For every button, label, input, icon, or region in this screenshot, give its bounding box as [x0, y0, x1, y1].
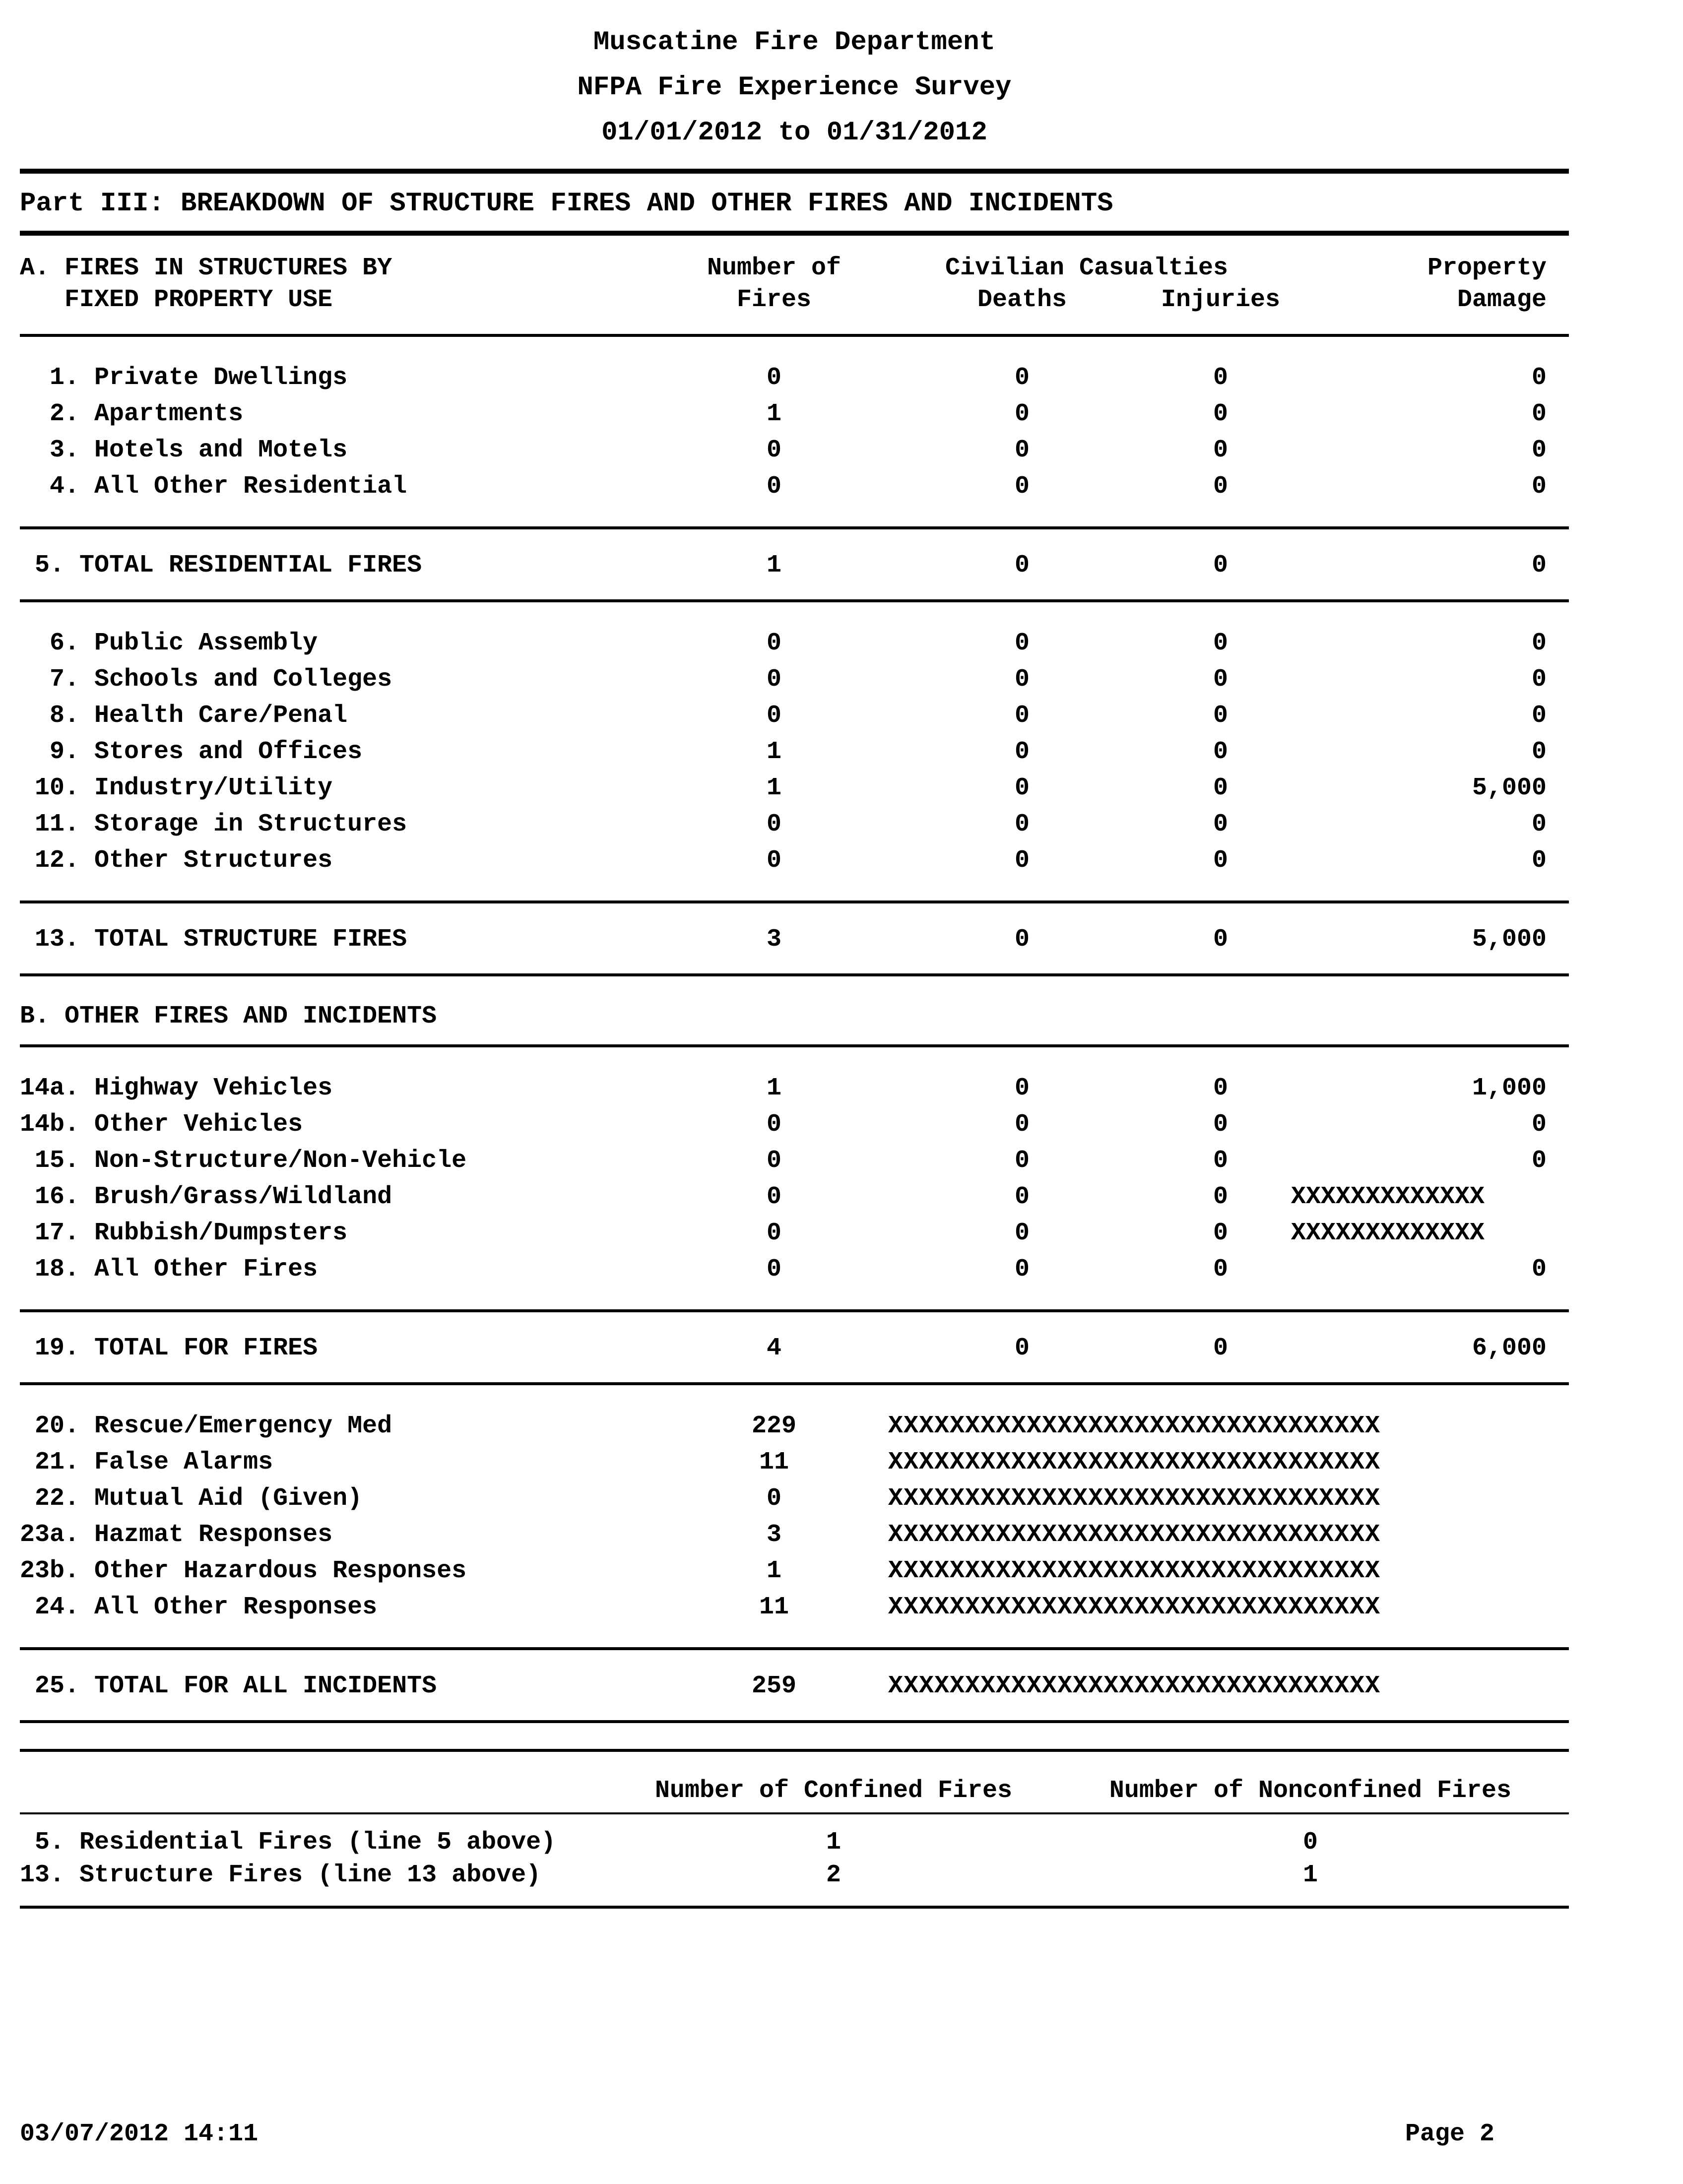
row-label: 12. Other Structures	[20, 846, 333, 875]
row-damage: 0	[1531, 1255, 1547, 1284]
row-damage-masked: XXXXXXXXXXXXX	[1291, 1183, 1485, 1211]
row-fires: 0	[766, 1110, 781, 1139]
confined-table-header	[20, 1775, 1569, 1807]
row-count: 11	[759, 1448, 789, 1477]
rule	[20, 1749, 1569, 1752]
table-row	[20, 1070, 1569, 1106]
row-label: 5. TOTAL RESIDENTIAL FIRES	[20, 551, 422, 579]
row-count: 3	[766, 1521, 781, 1549]
row-label: 10. Industry/Utility	[20, 774, 333, 802]
row-label: 21. False Alarms	[20, 1448, 273, 1477]
row-damage: 0	[1531, 1110, 1547, 1139]
row-deaths: 0	[1014, 400, 1030, 428]
rule	[20, 169, 1569, 174]
survey-title: NFPA Fire Experience Survey	[577, 72, 1012, 103]
row-deaths: 0	[1014, 774, 1030, 802]
row-deaths: 0	[1014, 1110, 1030, 1139]
table-row	[20, 1859, 1569, 1892]
row-label: 22. Mutual Aid (Given)	[20, 1484, 363, 1513]
rule	[20, 526, 1569, 529]
rule	[20, 1382, 1569, 1385]
table-row	[20, 625, 1569, 661]
row-deaths: 0	[1014, 629, 1030, 657]
row-injuries: 0	[1213, 702, 1228, 730]
residential-rows	[20, 360, 1569, 505]
col-header-structures: A. FIRES IN STRUCTURES BY	[20, 254, 392, 282]
table-row	[20, 1106, 1569, 1143]
row-injuries: 0	[1213, 1255, 1228, 1284]
row-fires: 0	[766, 665, 781, 694]
table-row	[20, 1480, 1569, 1517]
row-fires: 0	[766, 810, 781, 838]
row-fires: 4	[766, 1334, 781, 1362]
part-title: Part III: BREAKDOWN OF STRUCTURE FIRES AND OTHER FIRES AND INCIDENTS	[20, 189, 1113, 219]
row-deaths: 0	[1014, 1074, 1030, 1102]
row-injuries: 0	[1213, 551, 1228, 579]
rule	[20, 1044, 1569, 1047]
row-fires: 0	[766, 1255, 781, 1284]
row-masked-cells: XXXXXXXXXXXXXXXXXXXXXXXXXXXXXXXX	[888, 1448, 1381, 1477]
row-injuries: 0	[1213, 1147, 1228, 1175]
row-fires: 0	[766, 1183, 781, 1211]
row-label: 14b. Other Vehicles	[20, 1110, 303, 1139]
row-deaths: 0	[1014, 436, 1030, 464]
rule	[20, 900, 1569, 903]
row-label: 11. Storage in Structures	[20, 810, 407, 838]
table-row	[20, 806, 1569, 842]
col-header-number-of: Number of	[707, 254, 842, 282]
print-timestamp: 03/07/2012 14:11	[20, 2120, 259, 2148]
row-label: 9. Stores and Offices	[20, 738, 363, 766]
table-row	[20, 770, 1569, 806]
row-deaths: 0	[1014, 1219, 1030, 1247]
row-masked-cells: XXXXXXXXXXXXXXXXXXXXXXXXXXXXXXXX	[888, 1521, 1381, 1549]
confined-rows	[20, 1826, 1569, 1892]
row-injuries: 0	[1213, 665, 1228, 694]
row-damage: 0	[1531, 738, 1547, 766]
row-injuries: 0	[1213, 1219, 1228, 1247]
total-residential-row	[20, 547, 1569, 583]
row-injuries: 0	[1213, 364, 1228, 392]
row-fires: 0	[766, 436, 781, 464]
row-label: 24. All Other Responses	[20, 1593, 378, 1621]
row-damage: 0	[1531, 629, 1547, 657]
table-row	[20, 1408, 1569, 1444]
row-damage: 6,000	[1472, 1334, 1547, 1362]
row-deaths: 0	[1014, 810, 1030, 838]
table-row	[20, 734, 1569, 770]
row-label: 14a. Highway Vehicles	[20, 1074, 333, 1102]
row-count: 0	[766, 1484, 781, 1513]
rule	[20, 1720, 1569, 1723]
row-label: 5. Residential Fires (line 5 above)	[20, 1828, 556, 1857]
row-fires: 1	[766, 400, 781, 428]
row-deaths: 0	[1014, 925, 1030, 954]
table-row	[20, 1179, 1569, 1215]
row-deaths: 0	[1014, 846, 1030, 875]
row-fires: 1	[766, 1074, 781, 1102]
table-row	[20, 1589, 1569, 1625]
page-footer	[20, 2120, 1494, 2148]
row-damage: 0	[1531, 551, 1547, 579]
table-row	[20, 1826, 1569, 1859]
row-count: 11	[759, 1593, 789, 1621]
row-label: 17. Rubbish/Dumpsters	[20, 1219, 348, 1247]
row-fires: 0	[766, 846, 781, 875]
row-label: 13. TOTAL STRUCTURE FIRES	[20, 925, 407, 954]
row-label: 8. Health Care/Penal	[20, 702, 348, 730]
row-label: 19. TOTAL FOR FIRES	[20, 1334, 318, 1362]
rule	[20, 599, 1569, 602]
col-header-property: Property	[1427, 254, 1547, 282]
table-row	[20, 698, 1569, 734]
rule	[20, 1647, 1569, 1650]
incident-rows	[20, 1408, 1569, 1625]
row-injuries: 0	[1213, 472, 1228, 501]
row-injuries: 0	[1213, 846, 1228, 875]
row-masked-cells: XXXXXXXXXXXXXXXXXXXXXXXXXXXXXXXX	[888, 1672, 1381, 1700]
row-fires: 1	[766, 738, 781, 766]
row-damage: 0	[1531, 665, 1547, 694]
row-label: 6. Public Assembly	[20, 629, 318, 657]
row-label: 4. All Other Residential	[20, 472, 407, 501]
col-header-casualties: Civilian Casualties	[945, 254, 1229, 282]
row-damage: 0	[1531, 1147, 1547, 1175]
row-deaths: 0	[1014, 1255, 1030, 1284]
row-label: 23a. Hazmat Responses	[20, 1521, 333, 1549]
section-b-title: B. OTHER FIRES AND INCIDENTS	[20, 1002, 437, 1030]
row-deaths: 0	[1014, 551, 1030, 579]
row-injuries: 0	[1213, 1183, 1228, 1211]
col-header-fixed-property: FIXED PROPERTY USE	[20, 286, 333, 314]
row-fires: 0	[766, 1147, 781, 1175]
total-structure-row	[20, 921, 1569, 958]
row-deaths: 0	[1014, 738, 1030, 766]
row-label: 23b. Other Hazardous Responses	[20, 1557, 467, 1585]
row-label: 18. All Other Fires	[20, 1255, 318, 1284]
row-injuries: 0	[1213, 1110, 1228, 1139]
row-count: 1	[766, 1557, 781, 1585]
row-confined: 2	[826, 1861, 841, 1889]
table-row	[20, 396, 1569, 432]
table-row	[20, 1444, 1569, 1480]
table-row	[20, 1517, 1569, 1553]
col-header-fires: Fires	[736, 286, 812, 314]
row-nonconfined: 1	[1302, 1861, 1318, 1889]
rule	[20, 1812, 1569, 1814]
page-number: Page 2	[1405, 2120, 1494, 2148]
row-label: 2. Apartments	[20, 400, 244, 428]
row-damage: 0	[1531, 400, 1547, 428]
row-injuries: 0	[1213, 629, 1228, 657]
row-damage: 0	[1531, 810, 1547, 838]
row-deaths: 0	[1014, 1183, 1030, 1211]
row-damage: 0	[1531, 364, 1547, 392]
row-injuries: 0	[1213, 400, 1228, 428]
row-masked-cells: XXXXXXXXXXXXXXXXXXXXXXXXXXXXXXXX	[888, 1412, 1381, 1440]
row-deaths: 0	[1014, 1334, 1030, 1362]
row-masked-cells: XXXXXXXXXXXXXXXXXXXXXXXXXXXXXXXX	[888, 1484, 1381, 1513]
table-row	[20, 360, 1569, 396]
rule	[20, 231, 1569, 236]
table-row	[20, 432, 1569, 468]
row-damage: 5,000	[1472, 925, 1547, 954]
row-count: 259	[751, 1672, 796, 1700]
col-header-deaths: Deaths	[977, 286, 1067, 314]
column-header-row-2	[20, 284, 1569, 316]
department-name: Muscatine Fire Department	[593, 27, 996, 58]
rule	[20, 973, 1569, 976]
row-injuries: 0	[1213, 774, 1228, 802]
rule	[20, 334, 1569, 337]
row-deaths: 0	[1014, 364, 1030, 392]
column-header-row-1	[20, 253, 1569, 284]
row-injuries: 0	[1213, 810, 1228, 838]
row-injuries: 0	[1213, 436, 1228, 464]
rule	[20, 1906, 1569, 1909]
row-damage: 1,000	[1472, 1074, 1547, 1102]
row-damage: 0	[1531, 436, 1547, 464]
row-masked-cells: XXXXXXXXXXXXXXXXXXXXXXXXXXXXXXXX	[888, 1593, 1381, 1621]
row-fires: 0	[766, 364, 781, 392]
row-count: 229	[751, 1412, 796, 1440]
row-label: 15. Non-Structure/Non-Vehicle	[20, 1147, 467, 1175]
col-header-nonconfined: Number of Nonconfined Fires	[1109, 1777, 1512, 1805]
row-fires: 1	[766, 774, 781, 802]
table-row	[20, 1553, 1569, 1589]
row-label: 3. Hotels and Motels	[20, 436, 348, 464]
row-fires: 0	[766, 629, 781, 657]
report-period: 01/01/2012 to 01/31/2012	[601, 118, 987, 148]
row-fires: 3	[766, 925, 781, 954]
document-header	[20, 27, 1569, 148]
row-injuries: 0	[1213, 925, 1228, 954]
row-deaths: 0	[1014, 1147, 1030, 1175]
row-deaths: 0	[1014, 472, 1030, 501]
row-damage-masked: XXXXXXXXXXXXX	[1291, 1219, 1485, 1247]
row-damage: 0	[1531, 472, 1547, 501]
row-label: 25. TOTAL FOR ALL INCIDENTS	[20, 1672, 437, 1700]
structure-rows	[20, 625, 1569, 879]
table-row	[20, 1143, 1569, 1179]
col-header-injuries: Injuries	[1161, 286, 1281, 314]
row-deaths: 0	[1014, 665, 1030, 694]
other-fire-rows	[20, 1070, 1569, 1287]
row-damage: 0	[1531, 846, 1547, 875]
row-fires: 0	[766, 472, 781, 501]
row-label: 16. Brush/Grass/Wildland	[20, 1183, 392, 1211]
row-injuries: 0	[1213, 738, 1228, 766]
row-damage: 0	[1531, 702, 1547, 730]
row-masked-cells: XXXXXXXXXXXXXXXXXXXXXXXXXXXXXXXX	[888, 1557, 1381, 1585]
row-deaths: 0	[1014, 702, 1030, 730]
row-injuries: 0	[1213, 1334, 1228, 1362]
table-row	[20, 842, 1569, 879]
row-fires: 0	[766, 702, 781, 730]
row-label: 13. Structure Fires (line 13 above)	[20, 1861, 541, 1889]
row-nonconfined: 0	[1302, 1828, 1318, 1857]
col-header-damage: Damage	[1457, 286, 1547, 314]
table-row	[20, 468, 1569, 505]
row-damage: 5,000	[1472, 774, 1547, 802]
table-row	[20, 661, 1569, 698]
col-header-confined: Number of Confined Fires	[654, 1777, 1013, 1805]
row-fires: 0	[766, 1219, 781, 1247]
row-confined: 1	[826, 1828, 841, 1857]
row-label: 7. Schools and Colleges	[20, 665, 392, 694]
total-incidents-row	[20, 1668, 1569, 1704]
rule	[20, 1309, 1569, 1312]
table-row	[20, 1215, 1569, 1251]
table-row	[20, 1251, 1569, 1287]
row-label: 20. Rescue/Emergency Med	[20, 1412, 392, 1440]
row-label: 1. Private Dwellings	[20, 364, 348, 392]
total-fires-row	[20, 1330, 1569, 1366]
row-fires: 1	[766, 551, 781, 579]
row-injuries: 0	[1213, 1074, 1228, 1102]
